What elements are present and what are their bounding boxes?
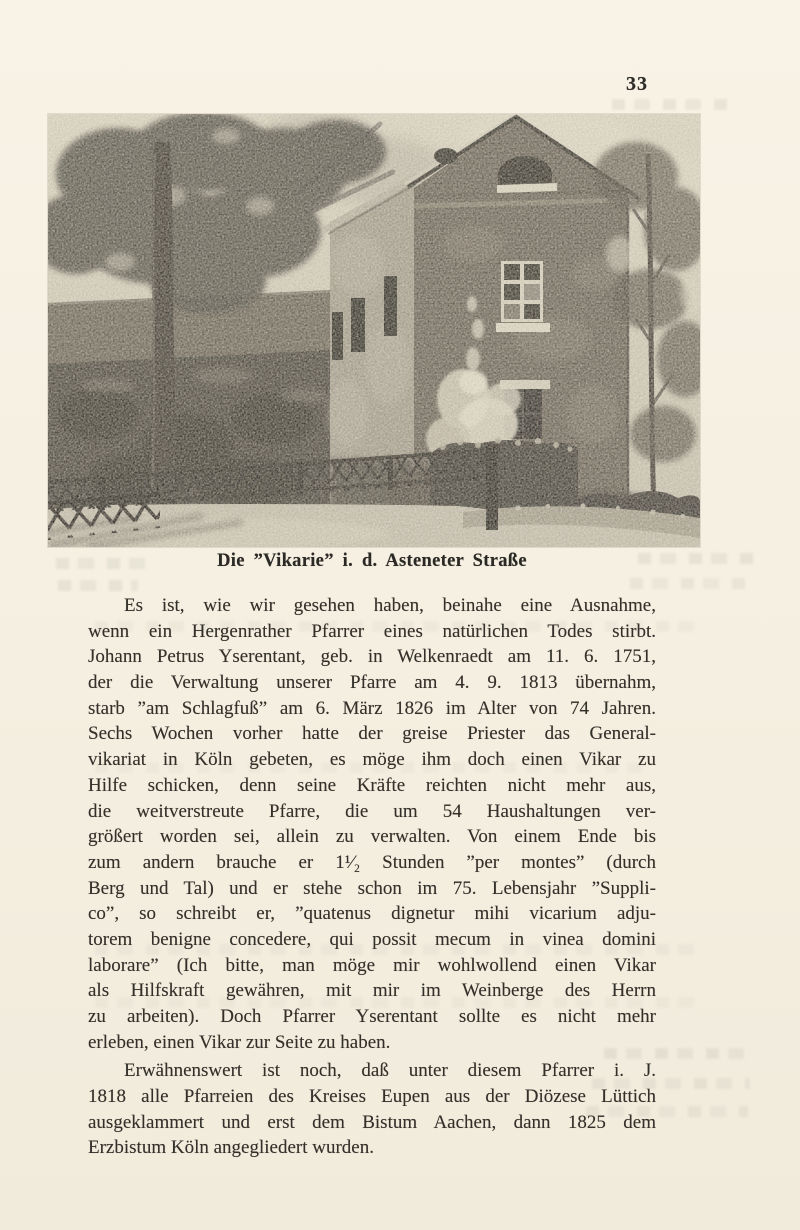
text-line: torem benigne concedere, qui possit mecum in vinea domini (88, 928, 656, 950)
paragraph (88, 1058, 656, 1161)
text-line: zu arbeiten). Doch Pfarrer Yserentant sollte es nicht mehr (88, 1006, 656, 1027)
photo-caption: Die ”Vikarie” i. d. Asteneter Straße (217, 551, 527, 571)
vikarie-photo (48, 114, 700, 547)
text-line: wenn ein Hergenrather Pfarrer eines natürlichen Todes stirbt. (88, 620, 656, 642)
text-line: starb ”am Schlagfuß” am 6. März 1826 im Alter von 74 Jahren. (88, 697, 656, 719)
text-line: der die Verwaltung unserer Pfarre am 4. 9. 1813 übernahm, (88, 672, 656, 694)
text-line: co”, so schreibt er, ”quatenus dignetur mihi vicarium adju- (88, 903, 656, 925)
text-line: die weitverstreute Pfarre, die um 54 Haushaltungen ver- (88, 800, 656, 822)
bleed-through-artifact (630, 578, 750, 589)
text-line: Hilfe schicken, denn seine Kräfte reichten nicht mehr aus, (88, 774, 656, 796)
text-line: Sechs Wochen vorher hatte der greise Priester das General- (88, 723, 656, 745)
bleed-through-artifact (612, 99, 736, 110)
body-text (88, 593, 656, 1161)
text-line: zum andern brauche er 1¹⁄₂ Stunden ”per montes” (durch (88, 851, 656, 873)
text-line: Es ist, wie wir gesehen haben, beinahe eine Ausnahme, (124, 595, 656, 616)
text-line: vikariat in Köln gebeten, es möge ihm doch einen Vikar zu (88, 749, 656, 771)
text-line: Johann Petrus Yserentant, geb. in Welkenraedt am 11. 6. 1751, (88, 646, 656, 668)
text-line: Erwähnenswert ist noch, daß unter diesem Pfarrer i. J. (124, 1060, 656, 1082)
text-line: laborare” (Ich bitte, man möge mir wohlwollend einen Vikar (88, 954, 656, 976)
text-line: Erzbistum Köln angegliedert wurden. (88, 1137, 374, 1159)
paragraph (88, 593, 656, 1055)
page-number: 33 (626, 73, 648, 95)
text-line: ausgeklammert und erst dem Bistum Aachen, dann 1825 dem (88, 1111, 656, 1133)
text-line: Berg und Tal) und er stehe schon im 75. Lebensjahr ”Suppli- (88, 877, 656, 899)
bleed-through-artifact (58, 580, 138, 591)
text-line: erleben, einen Vikar zur Seite zu haben. (88, 1031, 391, 1053)
text-line: größert worden sei, allein zu verwalten. Von einem Ende bis (88, 826, 656, 848)
text-line: als Hilfskraft gewähren, mit mir im Weinberge des Herrn (88, 980, 656, 1002)
text-line: 1818 alle Pfarreien des Kreises Eupen aus der Diözese Lüttich (88, 1086, 656, 1108)
